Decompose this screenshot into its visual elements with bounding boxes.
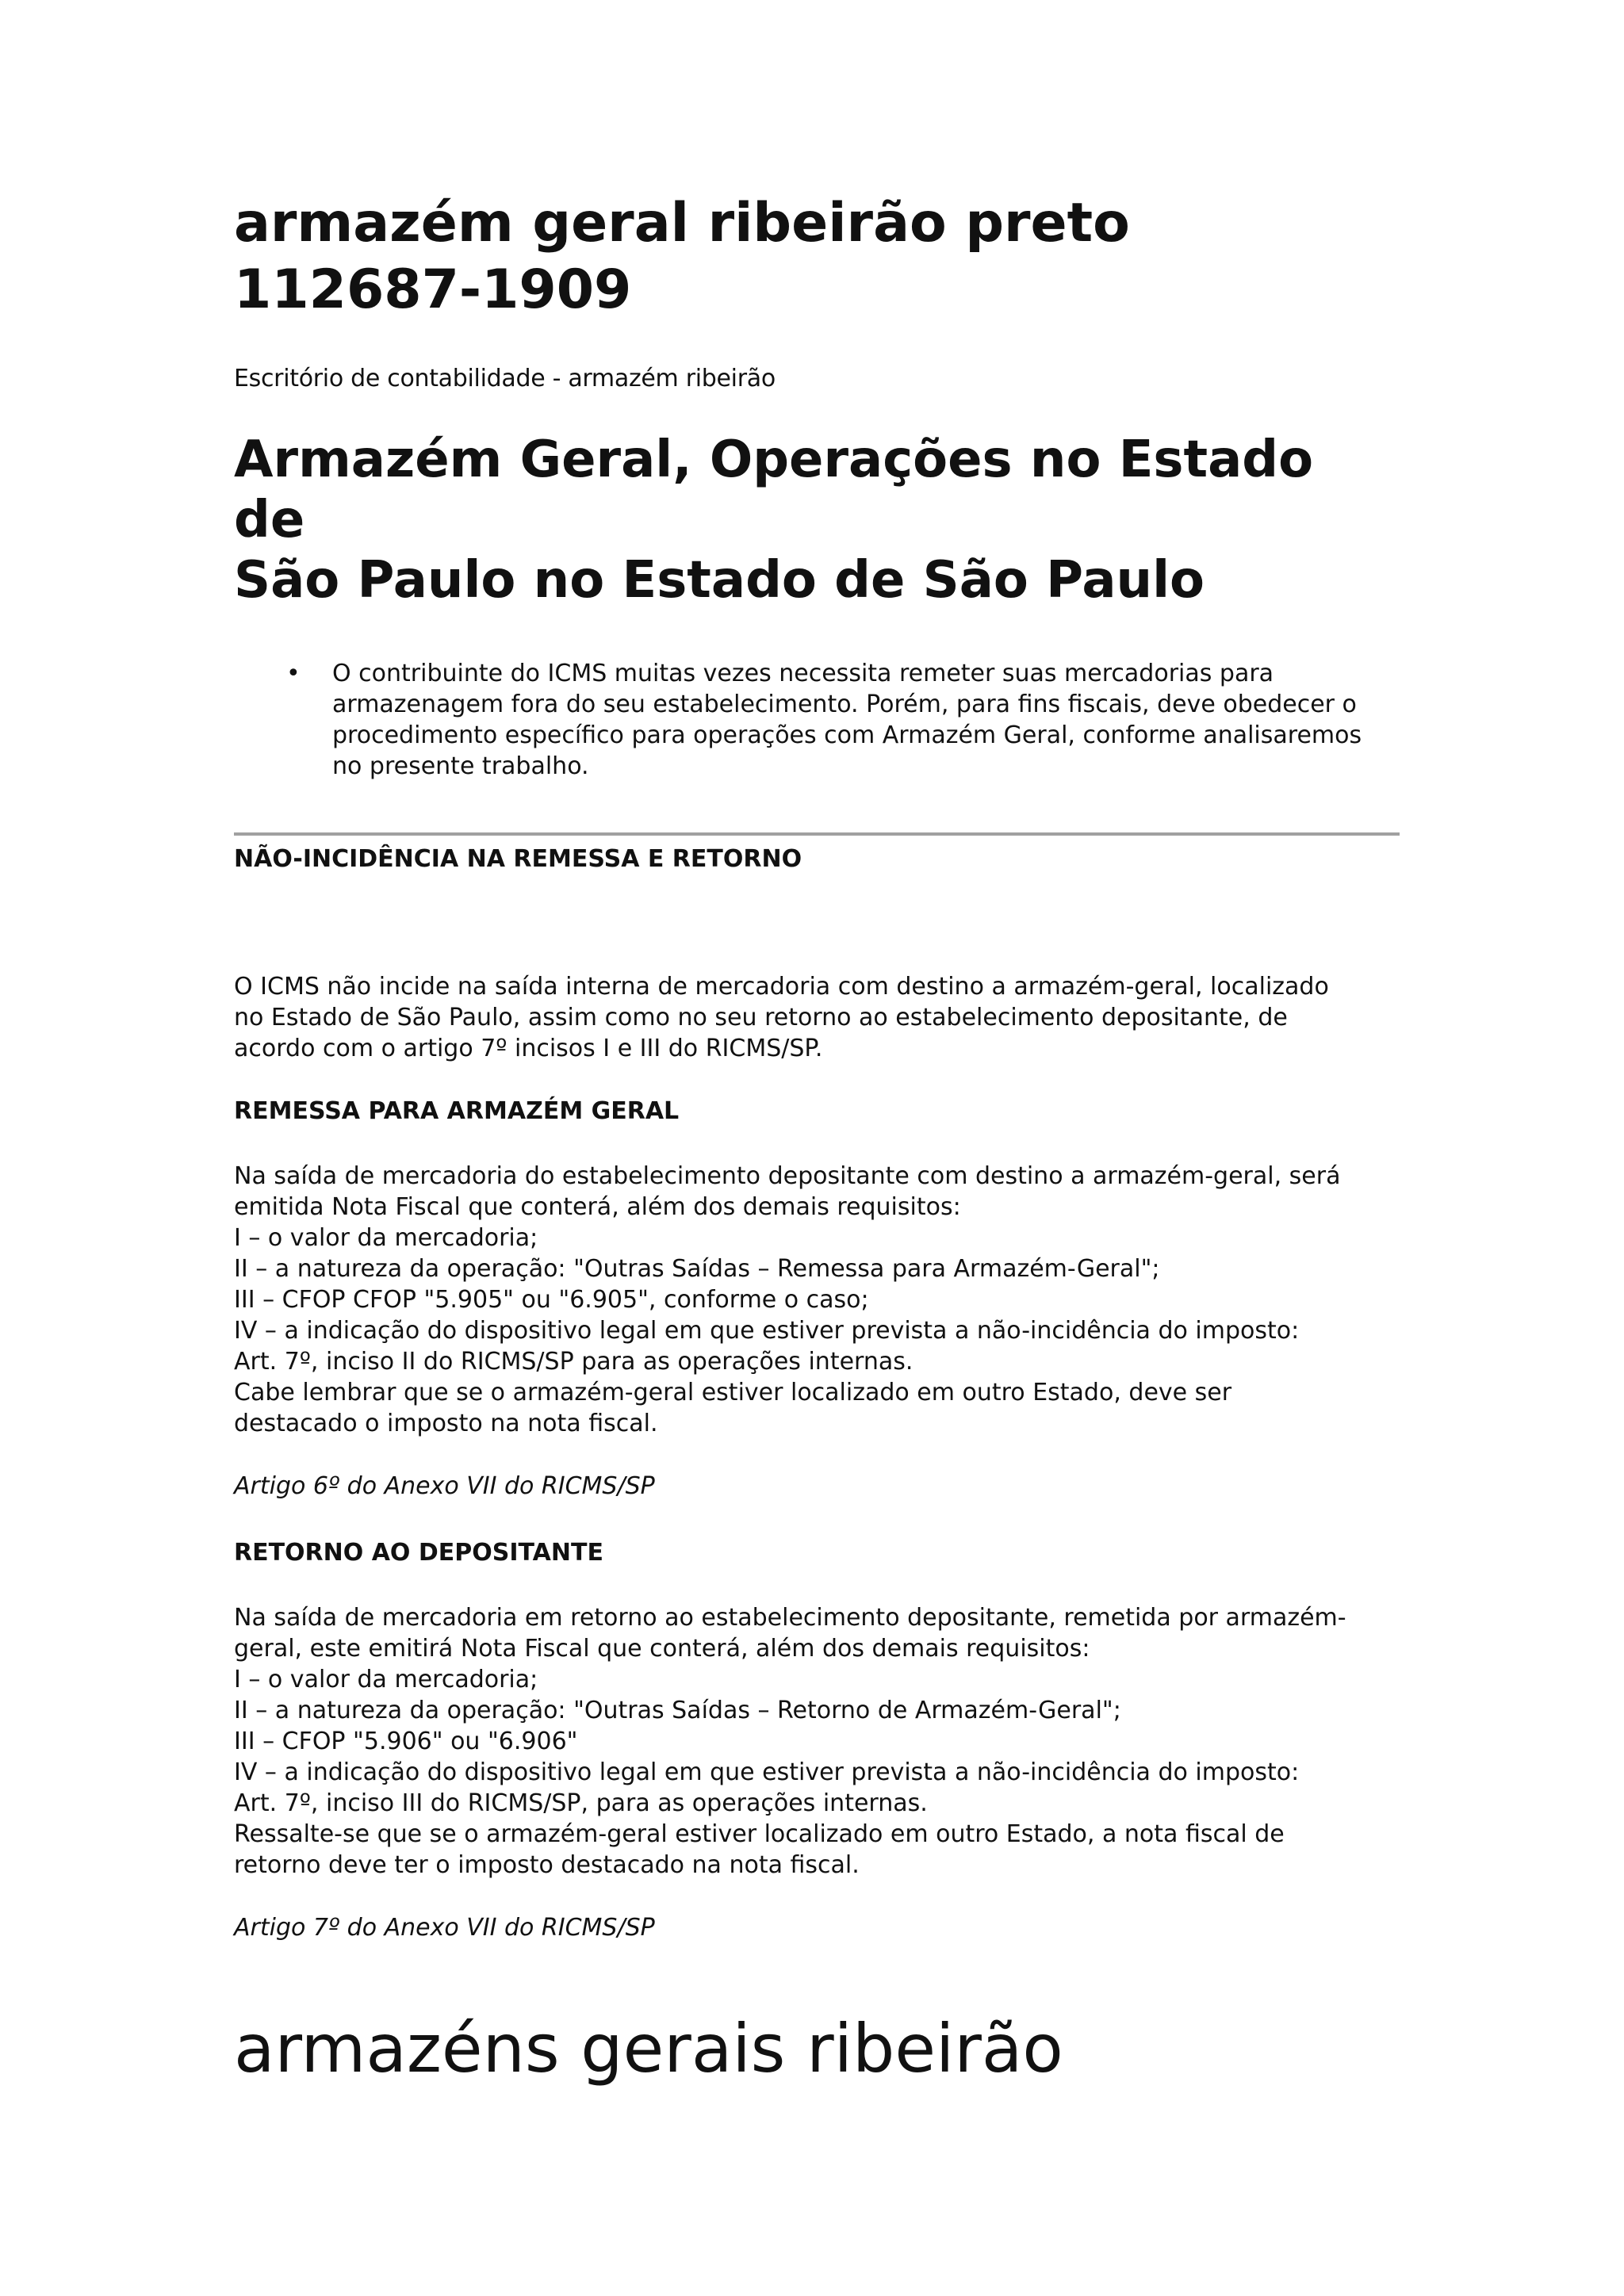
paragraph-line: geral, este emitirá Nota Fiscal que conterá, além dos demais requisitos:: [234, 1635, 1090, 1663]
title-line-1: armazém geral ribeirão preto: [234, 192, 1130, 254]
bullet-line: armazenagem fora do seu estabelecimento. Porém, para fins fiscais, deve obedecer o: [332, 691, 1357, 718]
paragraph-line: I – o valor da mercadoria;: [234, 1224, 538, 1252]
section-main-heading: [234, 430, 1400, 610]
paragraph-line: Cabe lembrar que se o armazém-geral estiver localizado em outro Estado, deve ser: [234, 1379, 1232, 1406]
bullet-list: [234, 658, 1400, 782]
section-heading-nao-incidencia: NÃO-INCIDÊNCIA NA REMESSA E RETORNO: [234, 845, 802, 873]
section3-reference: Artigo 7º do Anexo VII do RICMS/SP: [234, 1914, 655, 1942]
paragraph-line: destacado o imposto na nota fiscal.: [234, 1410, 658, 1437]
paragraph-line: no Estado de São Paulo, assim como no seu retorno ao estabelecimento depositante, de: [234, 1004, 1288, 1031]
paragraph-line: IV – a indicação do dispositivo legal em que estiver prevista a não-incidência do imposto:: [234, 1758, 1300, 1786]
footer-heading: armazéns gerais ribeirão: [234, 2010, 1063, 2087]
paragraph-line: Na saída de mercadoria em retorno ao estabelecimento depositante, remetida por armazém-: [234, 1604, 1346, 1632]
section1-paragraph: [234, 971, 1400, 1064]
paragraph-line: III – CFOP "5.906" ou "6.906": [234, 1728, 578, 1755]
section3-paragraph: [234, 1602, 1400, 1881]
paragraph-line: II – a natureza da operação: "Outras Saídas – Retorno de Armazém-Geral";: [234, 1697, 1121, 1724]
paragraph-line: II – a natureza da operação: "Outras Saídas – Remessa para Armazém-Geral";: [234, 1255, 1160, 1283]
document-page: [234, 190, 1400, 2088]
section-heading-retorno: RETORNO AO DEPOSITANTE: [234, 1539, 603, 1567]
bullet-line: procedimento específico para operações com Armazém Geral, conforme analisaremos: [332, 721, 1362, 749]
paragraph-line: Art. 7º, inciso III do RICMS/SP, para as operações internas.: [234, 1789, 928, 1817]
paragraph-line: Ressalte-se que se o armazém-geral estiver localizado em outro Estado, a nota fiscal de: [234, 1820, 1285, 1848]
paragraph-line: Art. 7º, inciso II do RICMS/SP para as operações internas.: [234, 1348, 914, 1376]
bullet-icon: •: [286, 660, 301, 687]
paragraph-line: I – o valor da mercadoria;: [234, 1666, 538, 1693]
document-title: [234, 190, 1400, 323]
bullet-line: no presente trabalho.: [332, 752, 589, 780]
heading2-line-1: Armazém Geral, Operações no Estado de: [234, 430, 1314, 549]
document-subtitle: Escritório de contabilidade - armazém ribeirão: [234, 365, 776, 392]
paragraph-line: emitida Nota Fiscal que conterá, além dos demais requisitos:: [234, 1193, 961, 1221]
title-line-2: 112687-1909: [234, 258, 632, 321]
section2-reference: Artigo 6º do Anexo VII do RICMS/SP: [234, 1472, 655, 1500]
paragraph-line: O ICMS não incide na saída interna de mercadoria com destino a armazém-geral, localizado: [234, 973, 1329, 1001]
paragraph-line: III – CFOP CFOP "5.905" ou "6.905", conforme o caso;: [234, 1286, 869, 1314]
paragraph-line: retorno deve ter o imposto destacado na nota fiscal.: [234, 1851, 860, 1879]
bullet-item: [286, 658, 1400, 782]
paragraph-line: Na saída de mercadoria do estabelecimento depositante com destino a armazém-geral, será: [234, 1162, 1341, 1190]
section-heading-remessa: REMESSA PARA ARMAZÉM GERAL: [234, 1097, 680, 1125]
heading2-line-2: São Paulo no Estado de São Paulo: [234, 551, 1205, 610]
bullet-line: O contribuinte do ICMS muitas vezes necessita remeter suas mercadorias para: [332, 660, 1274, 687]
paragraph-line: IV – a indicação do dispositivo legal em que estiver prevista a não-incidência do imposto:: [234, 1317, 1300, 1345]
horizontal-divider: [234, 832, 1400, 836]
paragraph-line: acordo com o artigo 7º incisos I e III do RICMS/SP.: [234, 1035, 823, 1062]
section2-paragraph: [234, 1161, 1400, 1439]
